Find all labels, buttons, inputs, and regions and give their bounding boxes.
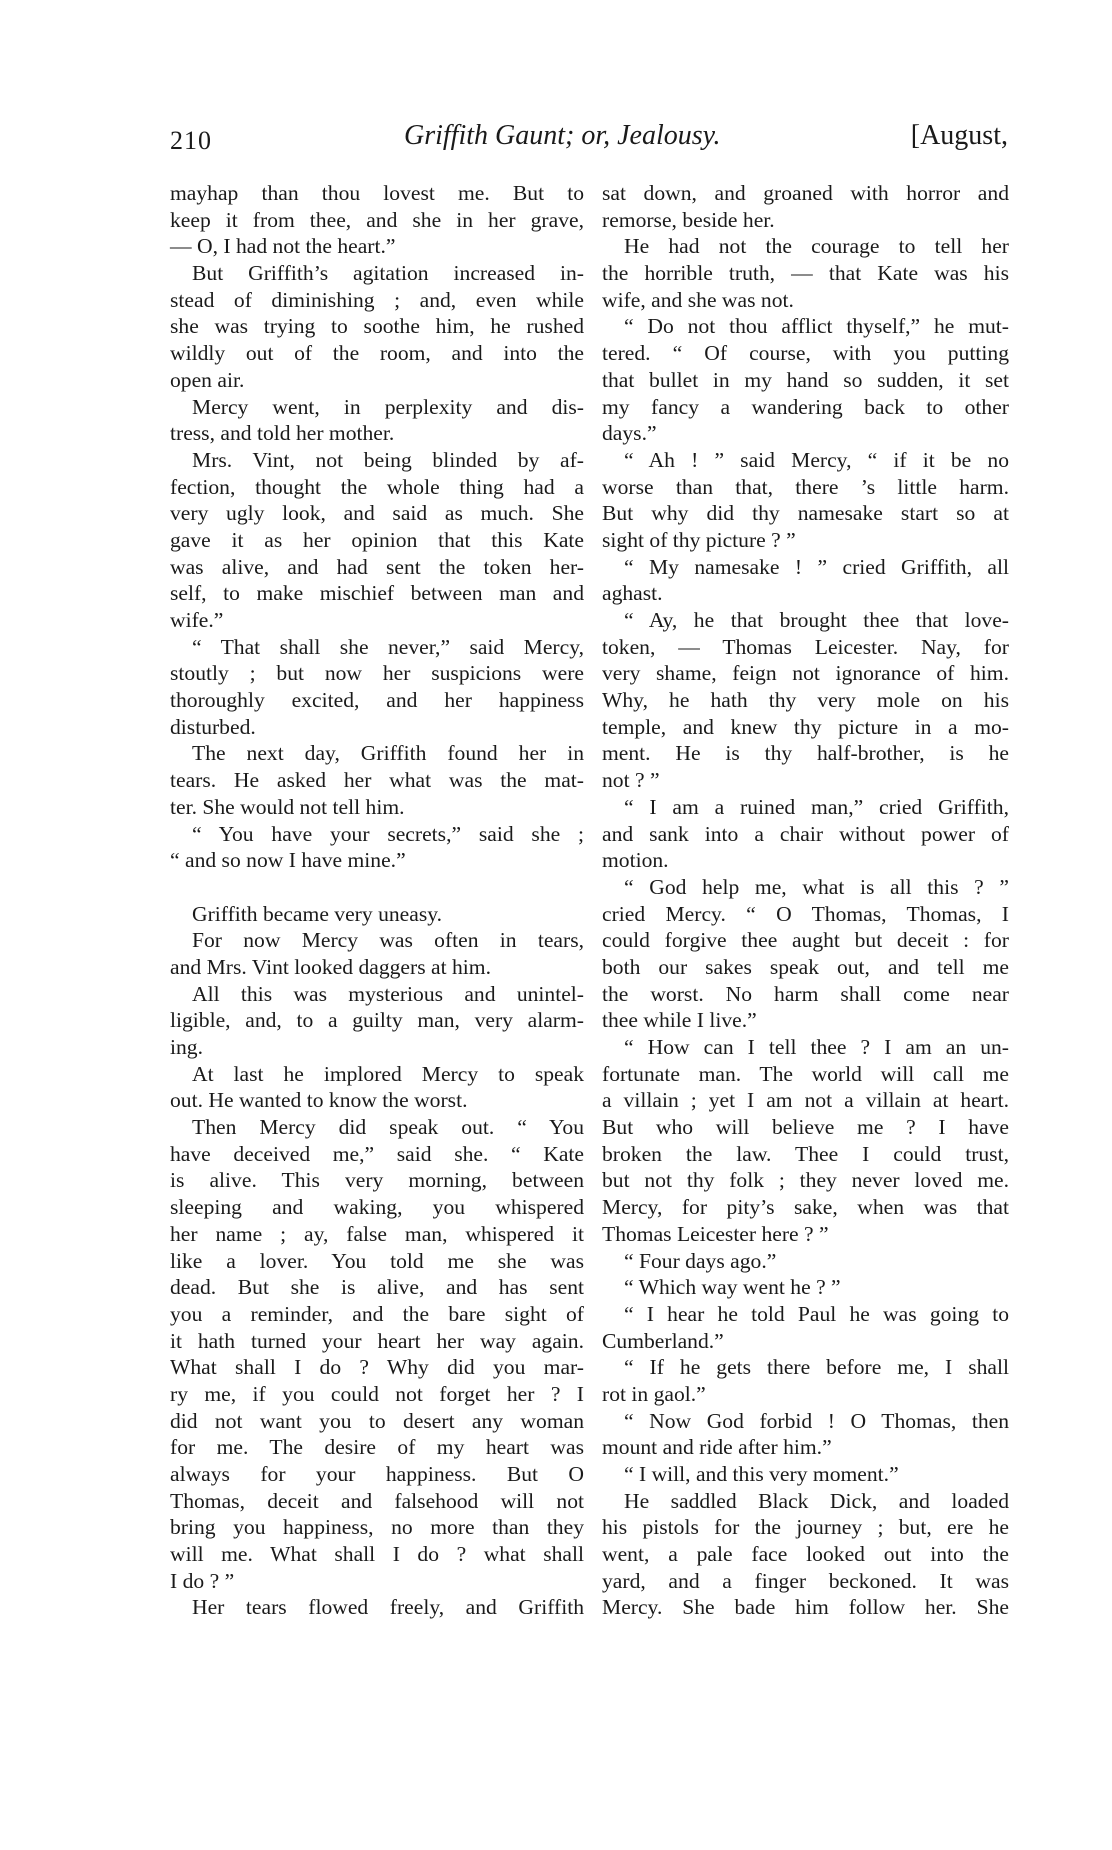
- text-line: motion.: [602, 848, 669, 873]
- text-line: she was trying to soothe him, he rushed: [170, 314, 584, 339]
- text-line: but not thy folk ; they never loved me.: [602, 1168, 1009, 1193]
- text-line: Why, he hath thy very mole on his: [602, 688, 1009, 713]
- text-line: the horrible truth, — that Kate was his: [602, 261, 1009, 286]
- text-line: her name ; ay, false man, whispered it: [170, 1221, 584, 1246]
- paragraph: [602, 233, 1009, 313]
- text-line: Cumberland.”: [602, 1328, 724, 1353]
- text-line: his pistols for the journey ; but, ere he: [602, 1515, 1009, 1540]
- text-line: “ I am a ruined man,” cried Griffith,: [624, 794, 1009, 819]
- text-line: and Mrs. Vint looked daggers at him.: [170, 954, 491, 979]
- page-number: 210: [170, 126, 212, 155]
- text-line: a villain ; yet I am not a villain at heart.: [602, 1088, 1009, 1113]
- text-line: you a reminder, and the bare sight of: [170, 1301, 584, 1326]
- text-line: stead of diminishing ; and, even while: [170, 287, 584, 312]
- paragraph: [170, 1061, 584, 1114]
- text-line: have deceived me,” said she. “ Kate: [170, 1141, 584, 1166]
- text-line: ment. He is thy half-brother, is he: [602, 741, 1009, 766]
- text-line: “ If he gets there before me, I shall: [624, 1355, 1009, 1380]
- section-break: [170, 874, 584, 901]
- text-line: is alive. This very morning, between: [170, 1168, 584, 1193]
- text-line: will me. What shall I do ? what shall: [170, 1542, 584, 1567]
- paragraph: [602, 180, 1009, 233]
- text-line: Thomas Leicester here ? ”: [602, 1221, 829, 1246]
- paragraph: [602, 1408, 1009, 1461]
- text-line: ing.: [170, 1035, 203, 1059]
- text-line: — O, I had not the heart.”: [170, 234, 396, 259]
- text-line: both our sakes speak out, and tell me: [602, 954, 1009, 979]
- text-line: fection, thought the whole thing had a: [170, 474, 584, 499]
- paragraph: [602, 874, 1009, 1034]
- text-line: sight of thy picture ? ”: [602, 527, 796, 552]
- paragraph: [602, 607, 1009, 794]
- text-line: dead. But she is alive, and has sent: [170, 1275, 584, 1300]
- text-line: cried Mercy. “ O Thomas, Thomas, I: [602, 901, 1009, 926]
- paragraph: [170, 1594, 584, 1621]
- text-line: I do ? ”: [170, 1568, 235, 1593]
- paragraph: [602, 1461, 1009, 1488]
- text-line: “ That shall she never,” said Mercy,: [192, 634, 584, 659]
- text-line: Mercy went, in perplexity and dis-: [192, 394, 584, 419]
- text-line: Mercy. She bade him follow her. She: [602, 1595, 1009, 1620]
- text-line: But why did thy namesake start so at: [602, 501, 1009, 526]
- text-line: yard, and a finger beckoned. It was: [602, 1568, 1009, 1593]
- text-line: the worst. No harm shall come near: [602, 981, 1009, 1006]
- paragraph: [602, 1248, 1009, 1275]
- text-line: self, to make mischief between man and: [170, 581, 584, 606]
- text-line: thee while I live.”: [602, 1008, 757, 1033]
- text-line: The next day, Griffith found her in: [192, 741, 584, 766]
- text-line: worse than that, there ’s little harm.: [602, 474, 1009, 499]
- text-line: “ Which way went he ? ”: [624, 1275, 841, 1300]
- paragraph: [170, 1114, 584, 1594]
- text-line: He had not the courage to tell her: [624, 234, 1009, 259]
- text-line: bring you happiness, no more than they: [170, 1515, 584, 1540]
- text-line: very shame, feign not ignorance of him.: [602, 661, 1009, 686]
- text-line: token, — Thomas Leicester. Nay, for: [602, 634, 1009, 659]
- text-line: Mrs. Vint, not being blinded by af-: [192, 447, 584, 472]
- issue-month: [August,: [910, 120, 1008, 151]
- text-line: and sank into a chair without power of: [602, 821, 1009, 846]
- text-line: “ Four days ago.”: [624, 1248, 777, 1273]
- text-line: that bullet in my hand so sudden, it set: [602, 367, 1009, 392]
- text-line: ter. She would not tell him.: [170, 794, 405, 819]
- text-line: it hath turned your heart her way again.: [170, 1328, 584, 1353]
- paragraph: [602, 1274, 1009, 1301]
- text-line: Thomas, deceit and falsehood will not: [170, 1488, 584, 1513]
- paragraph: [602, 1301, 1009, 1354]
- text-line: disturbed.: [170, 714, 256, 739]
- text-line: Then Mercy did speak out. “ You: [192, 1115, 584, 1140]
- text-line: days.”: [602, 421, 657, 446]
- paragraph: [602, 1034, 1009, 1248]
- text-line: “ I will, and this very moment.”: [624, 1462, 899, 1486]
- text-line: gave it as her opinion that this Kate: [170, 527, 584, 552]
- text-line: ry me, if you could not forget her ? I: [170, 1381, 584, 1406]
- paragraph: [602, 1488, 1009, 1621]
- text-line: “ You have your secrets,” said she ;: [192, 821, 584, 846]
- text-line: “ How can I tell thee ? I am an un-: [624, 1035, 1009, 1059]
- text-line: mayhap than thou lovest me. But to: [170, 181, 584, 205]
- text-line: tress, and told her mother.: [170, 421, 395, 446]
- text-line: He saddled Black Dick, and loaded: [624, 1488, 1009, 1513]
- text-line: sat down, and groaned with horror and: [602, 181, 1009, 205]
- paragraph: [602, 1354, 1009, 1407]
- text-line: “ and so now I have mine.”: [170, 848, 406, 873]
- text-line: fortunate man. The world will call me: [602, 1061, 1009, 1086]
- text-line: keep it from thee, and she in her grave,: [170, 207, 584, 232]
- text-line: out. He wanted to know the worst.: [170, 1088, 468, 1113]
- text-line: For now Mercy was often in tears,: [192, 928, 584, 953]
- text-line: stoutly ; but now her suspicions were: [170, 661, 584, 686]
- text-line: did not want you to desert any woman: [170, 1408, 584, 1433]
- paragraph: [170, 180, 584, 260]
- paragraph: [170, 447, 584, 634]
- text-line: wife.”: [170, 608, 224, 632]
- text-line: “ Now God forbid ! O Thomas, then: [624, 1408, 1009, 1433]
- text-line: thoroughly excited, and her happiness: [170, 688, 584, 713]
- paragraph: [170, 740, 584, 820]
- text-line: wildly out of the room, and into the: [170, 341, 584, 366]
- paragraph: [170, 260, 584, 393]
- left-column: [170, 180, 584, 1621]
- text-line: not ? ”: [602, 768, 660, 793]
- text-line: like a lover. You told me she was: [170, 1248, 584, 1273]
- text-line: “ Do not thou afflict thyself,” he mut-: [624, 314, 1009, 339]
- text-line: for me. The desire of my heart was: [170, 1435, 584, 1460]
- text-line: very ugly look, and said as much. She: [170, 501, 584, 526]
- text-line: my fancy a wandering back to other: [602, 394, 1009, 419]
- text-line: “ God help me, what is all this ? ”: [624, 874, 1009, 899]
- paragraph: [602, 447, 1009, 554]
- running-header: [170, 120, 1008, 164]
- text-line: tered. “ Of course, with you putting: [602, 341, 1009, 366]
- paragraph: [170, 981, 584, 1061]
- paragraph: [170, 394, 584, 447]
- running-title: Griffith Gaunt; or, Jealousy.: [404, 120, 721, 151]
- text-line: Her tears flowed freely, and Griffith: [192, 1595, 584, 1620]
- text-line: aghast.: [602, 581, 663, 606]
- text-line: “ I hear he told Paul he was going to: [624, 1301, 1009, 1326]
- text-line: But Griffith’s agitation increased in-: [192, 261, 584, 286]
- text-line: Griffith became very uneasy.: [192, 901, 443, 926]
- paragraph: [602, 554, 1009, 607]
- text-line: “ Ay, he that brought thee that love-: [624, 608, 1009, 632]
- text-line: What shall I do ? Why did you mar-: [170, 1355, 584, 1380]
- paragraph: [170, 927, 584, 980]
- text-line: went, a pale face looked out into the: [602, 1542, 1009, 1567]
- text-line: ligible, and, to a guilty man, very alarm-: [170, 1008, 584, 1033]
- text-line: rot in gaol.”: [602, 1381, 706, 1406]
- text-line: always for your happiness. But O: [170, 1462, 584, 1486]
- text-line: broken the law. Thee I could trust,: [602, 1141, 1009, 1166]
- paragraph: [170, 634, 584, 741]
- text-line: tears. He asked her what was the mat-: [170, 768, 584, 793]
- text-line: remorse, beside her.: [602, 207, 775, 232]
- right-column: [602, 180, 1009, 1621]
- text-line: open air.: [170, 367, 245, 392]
- text-line: was alive, and had sent the token her-: [170, 554, 584, 579]
- text-line: mount and ride after him.”: [602, 1435, 832, 1460]
- text-line: temple, and knew thy picture in a mo-: [602, 714, 1009, 739]
- text-line: “ Ah ! ” said Mercy, “ if it be no: [624, 447, 1009, 472]
- text-line: wife, and she was not.: [602, 287, 794, 312]
- text-line: “ My namesake ! ” cried Griffith, all: [624, 554, 1009, 579]
- text-line: sleeping and waking, you whispered: [170, 1195, 584, 1220]
- paragraph: [602, 313, 1009, 446]
- text-line: At last he implored Mercy to speak: [192, 1061, 584, 1086]
- text-line: could forgive thee aught but deceit : for: [602, 928, 1009, 953]
- paragraph: [602, 794, 1009, 874]
- text-line: Mercy, for pity’s sake, when was that: [602, 1195, 1009, 1220]
- text-line: But who will believe me ? I have: [602, 1115, 1009, 1140]
- paragraph: [170, 901, 584, 928]
- text-line: All this was mysterious and unintel-: [192, 981, 584, 1006]
- paragraph: [170, 821, 584, 874]
